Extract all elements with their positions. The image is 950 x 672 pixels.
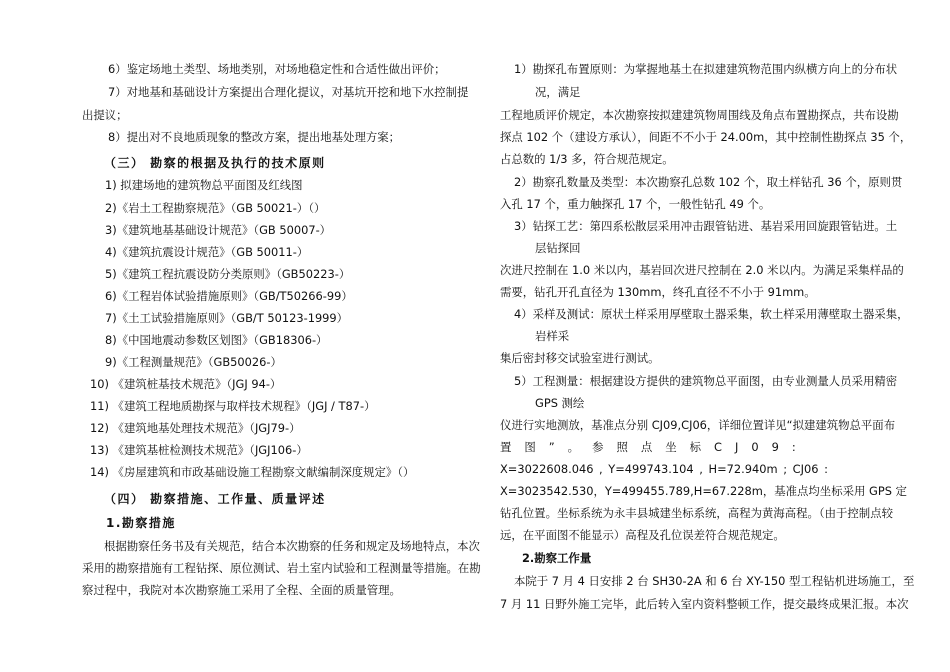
basis-item-2: 2)《岩土工程勘察规范》（GB 50021-）（） <box>105 201 326 215</box>
subsection-1-heading: 1.勘察措施 <box>106 516 176 530</box>
basis-item-11: 11) 《建筑工程地质勘探与取样技术规程》（JGJ / T87-） <box>90 399 376 413</box>
basis-item-13: 13) 《建筑基桩检测技术规范》（JGJ106-） <box>90 443 308 457</box>
basis-item-8: 8)《中国地震动参数区划图》（GB18306-） <box>105 333 328 347</box>
section-3-heading: （三） 勘察的根据及执行的技术原则 <box>104 156 326 170</box>
layout-principle-line2: 况，满足 <box>535 85 581 99</box>
layout-principle-line1: 1）勘探孔布置原则：为掌握地基土在拟建建筑物范围内纵横方向上的分布状 <box>514 62 898 76</box>
basis-item-10: 10) 《建筑桩基技术规范》（JGJ 94-） <box>90 377 282 391</box>
item-6: 6）鉴定场地土类型、场地类别，对场地稳定性和合适性做出评价； <box>108 62 446 76</box>
basis-item-6: 6)《工程岩体试验措施原则》（GB/T50266-99） <box>105 289 353 303</box>
survey-line6: X=3023542.530，Y=499455.789,H=67.228m，基准点均坐标采用 GPS 定 <box>500 484 907 498</box>
drilling-line4: 需要，钻孔开孔直径为 130mm，终孔直径不不小于 91mm。 <box>500 285 816 299</box>
subsection-2-heading: 2.勘察工作量 <box>522 551 592 565</box>
survey-line5: X=3022608.046 , Y=499743.104 , H=72.940m ; CJ06 : <box>500 462 828 476</box>
item-8: 8）提出对不良地质现象的整改方案，提出地基处理方案； <box>108 130 401 144</box>
basis-item-7: 7)《土工试验措施原则》（GB/T 50123-1999） <box>105 311 349 325</box>
survey-line3: 仪进行实地测放，基准点分别 CJ09,CJ06，详细位置详见“拟建建筑物总平面布 <box>500 418 896 432</box>
basis-item-14: 14) 《房屋建筑和市政基础设施工程勘察文献编制深度规定》（） <box>90 465 415 479</box>
layout-principle-line4: 探点 102 个（建设方承认），间距不不小于 24.00m，其中控制性勘探点 35 个， <box>500 130 912 144</box>
workload-line2: 7 月 11 日野外施工完毕，此后转入室内资料整顿工作，提交最终成果汇报。本次 <box>500 597 909 611</box>
sampling-line3: 集后密封移交试验室进行测试。 <box>500 351 660 365</box>
survey-line1: 5）工程测量：根据建设方提供的建筑物总平面图，由专业测量人员采用精密 <box>514 374 898 388</box>
survey-line7: 钻孔位置。坐标系统为永丰县城建坐标系统，高程为黄海高程。（由于控制点较 <box>500 506 893 520</box>
paragraph-1-line2: 采用的勘察措施有工程钻探、原位测试、岩土室内试验和工程测量等措施。在勘 <box>82 561 481 575</box>
survey-line2: GPS 测绘 <box>535 396 585 410</box>
paragraph-1-line3: 察过程中，我院对本次勘察施工采用了全程、全面的质量管理。 <box>82 583 401 597</box>
drilling-line1: 3）钻探工艺：第四系松散层采用冲击跟管钻进、基岩采用回旋跟管钻进。土 <box>514 219 898 233</box>
drilling-line2: 层钻探回 <box>535 241 581 255</box>
workload-line1: 本院于 7 月 4 日安排 2 台 SH30-2A 和 6 台 XY-150 型工程钻机进场施工，至 <box>514 574 915 588</box>
section-4-heading: （四） 勘察措施、工作量、质量评述 <box>104 492 326 506</box>
basis-item-4: 4)《建筑抗震设计规范》（GB 50011-） <box>105 245 309 259</box>
survey-line8: 远，在平面图不能显示）高程及孔位误差符合规范规定。 <box>500 528 785 542</box>
survey-line4: 置图”。参照点坐标CJ09: <box>500 440 809 454</box>
drilling-line3: 次进尺控制在 1.0 米以内，基岩回次进尺控制在 2.0 米以内。为满足采集样品的 <box>500 263 904 277</box>
sampling-line2: 岩样采 <box>535 329 570 343</box>
item-7-line1: 7）对地基和基础设计方案提出合理化提议，对基坑开挖和地下水控制提 <box>108 85 469 99</box>
hole-count-line1: 2）勘察孔数量及类型：本次勘察孔总数 102 个，取土样钻孔 36 个，原则贯 <box>514 175 903 189</box>
basis-item-12: 12) 《建筑地基处理技术规范》（JGJ79-） <box>90 421 301 435</box>
paragraph-1-line1: 根据勘察任务书及有关规范，结合本次勘察的任务和规定及场地特点，本次 <box>104 539 480 553</box>
item-7-line2: 出提议； <box>82 108 128 122</box>
sampling-line1: 4）采样及测试：原状土样采用厚壁取土器采集，软土样采用薄壁取土器采集， <box>514 307 909 321</box>
basis-item-5: 5)《建筑工程抗震设防分类原则》（GB50223-） <box>105 267 351 281</box>
basis-item-9: 9)《工程测量规范》（GB50026-） <box>105 355 282 369</box>
layout-principle-line5: 占总数的 1/3 多，符合规范规定。 <box>500 152 674 166</box>
hole-count-line2: 入孔 17 个，重力触探孔 17 个，一般性钻孔 49 个。 <box>500 197 771 211</box>
layout-principle-line3: 工程地质评价规定，本次勘察按拟建建筑物周围线及角点布置勘探点，共布设勘 <box>500 108 899 122</box>
basis-item-3: 3)《建筑地基基础设计规范》（GB 50007-） <box>105 223 332 237</box>
basis-item-1: 1) 拟建场地的建筑物总平面图及红线图 <box>105 178 303 192</box>
